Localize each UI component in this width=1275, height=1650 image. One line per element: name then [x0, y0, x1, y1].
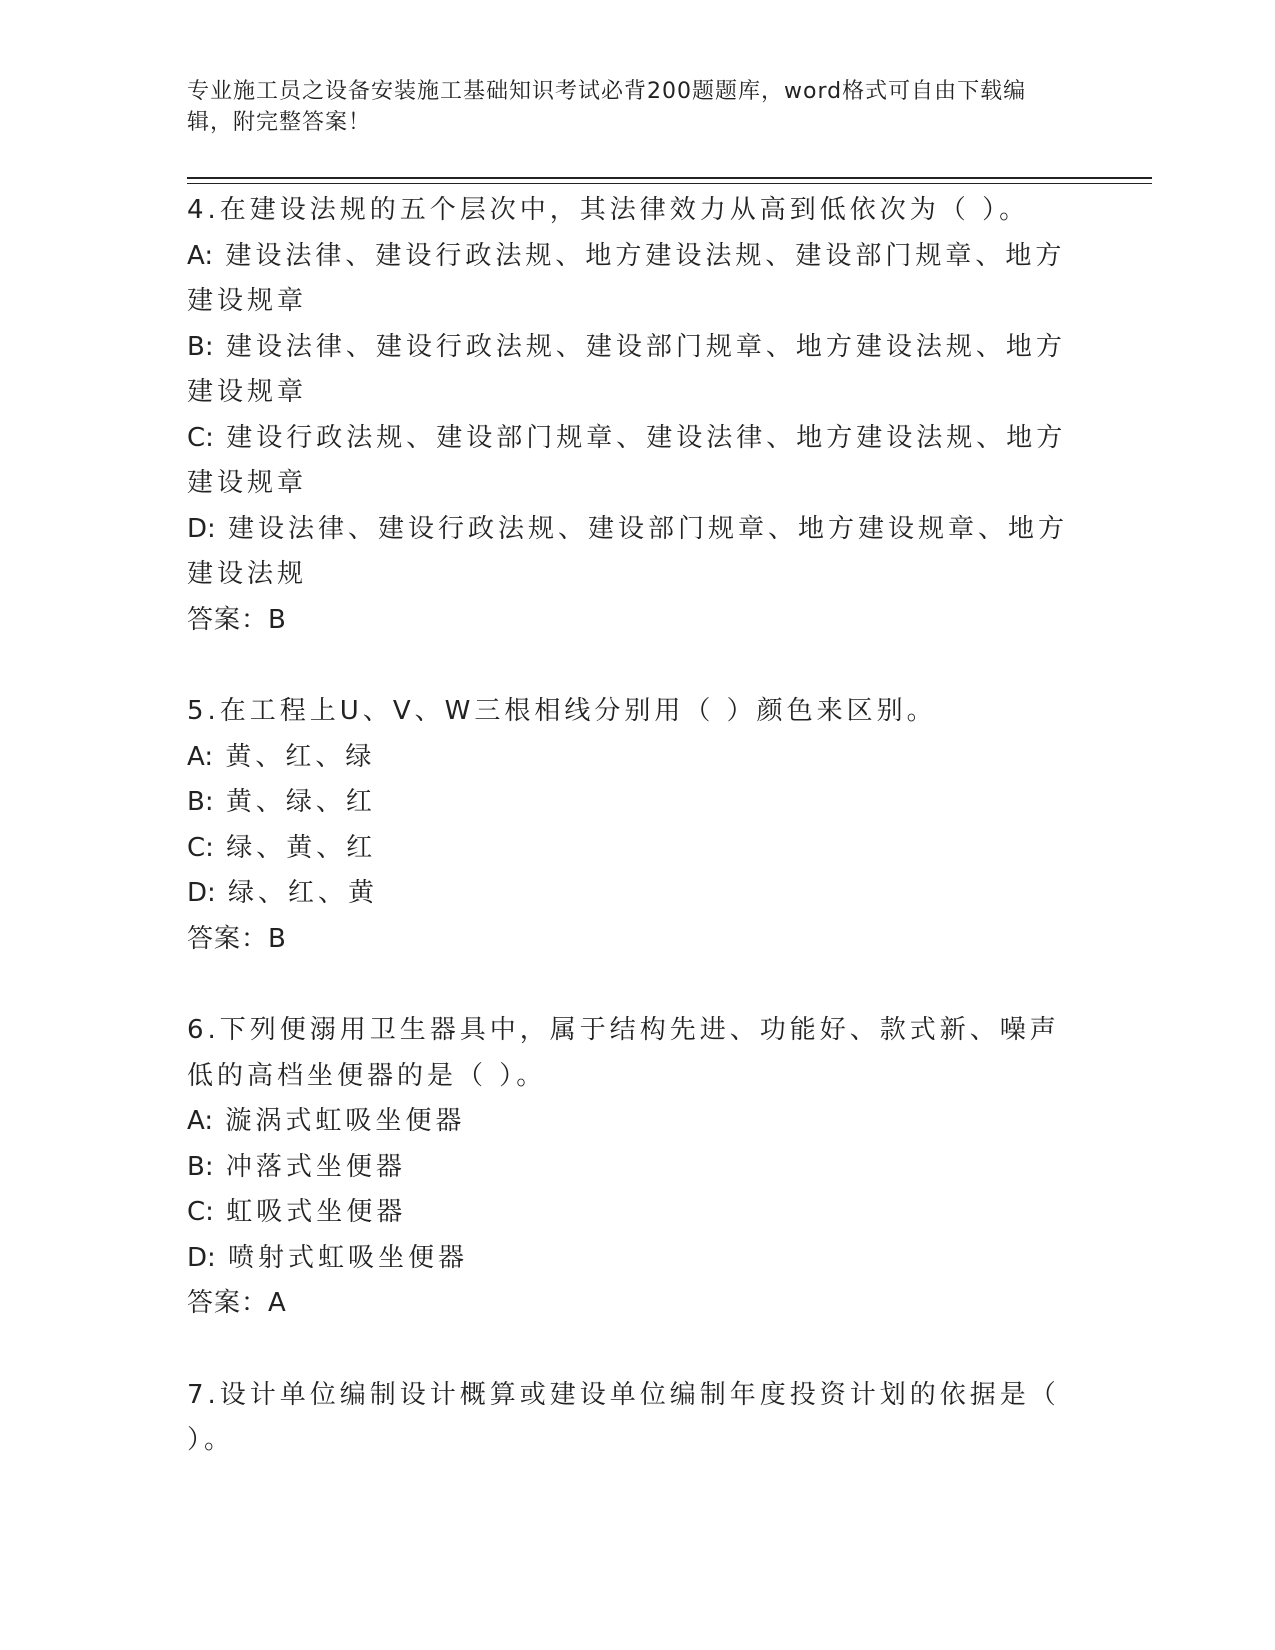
option-c: [187, 416, 1087, 507]
option-text: 绿、黄、红: [226, 832, 377, 863]
option-text: 建设法律、建设行政法规、建设部门规章、地方建设规章、地方建设法规: [187, 513, 1069, 589]
option-letter: B:: [187, 787, 214, 817]
option-d: [187, 1236, 1087, 1282]
option-c: [187, 826, 1087, 872]
option-letter: C:: [187, 1197, 214, 1227]
option-letter: A:: [187, 1106, 214, 1136]
option-letter: C:: [187, 832, 214, 863]
option-text: 冲落式坐便器: [225, 1151, 406, 1182]
answer: 答案：A: [187, 1288, 287, 1318]
option-text: 建设法律、建设行政法规、地方建设法规、建设部门规章、地方建设规章: [187, 240, 1066, 316]
question-6: [187, 1008, 1087, 1327]
option-text: 黄、绿、红: [225, 787, 376, 817]
option-d: [187, 507, 1087, 598]
option-letter: D:: [187, 513, 216, 544]
option-letter: C:: [187, 422, 214, 453]
option-letter: B:: [187, 331, 214, 362]
option-letter: D:: [187, 878, 216, 908]
question-stem: 7.设计单位编制设计概算或建设单位编制年度投资计划的依据是（ ）。: [187, 1379, 1060, 1455]
question-stem: 4.在建设法规的五个层次中，其法律效力从高到低依次为（ ）。: [187, 195, 1030, 225]
option-c: [187, 1190, 1087, 1236]
option-text: 黄、红、绿: [225, 741, 376, 772]
option-text: 绿、红、黄: [228, 878, 379, 908]
option-text: 漩涡式虹吸坐便器: [225, 1106, 466, 1136]
option-b: [187, 1145, 1087, 1191]
option-letter: A:: [187, 741, 214, 772]
header-rule-thin: [187, 183, 1152, 184]
option-text: 虹吸式坐便器: [226, 1197, 407, 1227]
answer: 答案：B: [187, 604, 287, 635]
answer: 答案：B: [187, 923, 287, 954]
question-5: [187, 689, 1087, 962]
option-a: [187, 1099, 1087, 1145]
option-a: [187, 735, 1087, 781]
option-letter: A:: [187, 240, 214, 271]
option-b: [187, 780, 1087, 826]
option-letter: B:: [187, 1151, 214, 1182]
option-text: 建设法律、建设行政法规、建设部门规章、地方建设法规、地方建设规章: [187, 331, 1066, 407]
option-letter: D:: [187, 1242, 216, 1273]
option-text: 喷射式虹吸坐便器: [228, 1242, 469, 1273]
question-4: [187, 188, 1087, 643]
document-header: 专业施工员之设备安装施工基础知识考试必背200题题库，word格式可自由下载编辑，附完整答案！: [187, 79, 1027, 135]
option-b: [187, 325, 1087, 416]
question-7: [187, 1373, 1087, 1464]
question-stem: 5.在工程上U、V、W三根相线分别用（ ）颜色来区别。: [187, 696, 937, 726]
option-d: [187, 871, 1087, 917]
option-text: 建设行政法规、建设部门规章、建设法律、地方建设法规、地方建设规章: [187, 422, 1067, 498]
question-list: [187, 188, 1087, 1510]
header-rule-thick: [187, 177, 1152, 179]
question-stem: 6.下列便溺用卫生器具中，属于结构先进、功能好、款式新、噪声低的高档坐便器的是（ ）。: [187, 1015, 1060, 1091]
option-a: [187, 234, 1087, 325]
